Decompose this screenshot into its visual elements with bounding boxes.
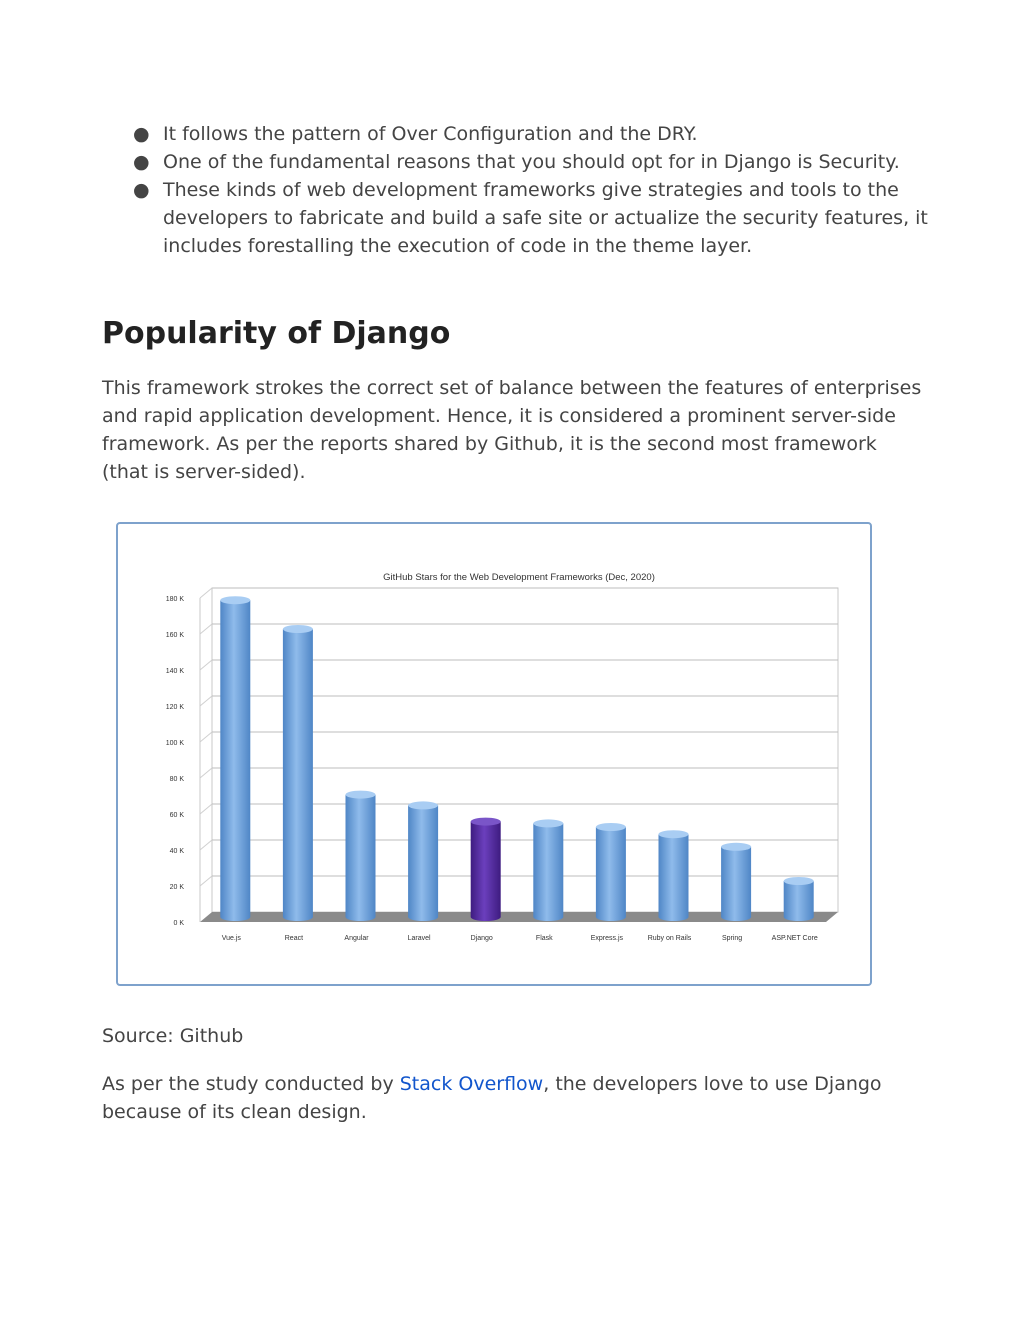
feature-bullet-list [133,120,933,260]
bar-laravel [408,805,438,921]
bar-top-cap [721,843,751,851]
bar-vue-js [220,600,250,921]
y-tick-label: 120 K [165,704,184,711]
y-tick-label: 80 K [169,776,184,783]
x-tick-label: Laravel [407,935,431,942]
github-stars-bar-chart [118,524,870,984]
gridline-side [200,876,212,886]
intro-paragraph: This framework strokes the correct set of balance between the features of enterprises and rapid application development. Hence, it is considered a prominent server-side framework. As per the reports shared by Github, it is the second most framework (that is server-sided). [102,377,922,483]
bar-top-cap [596,823,626,831]
chart-frame [116,522,872,986]
bullet-dot-icon: ● [133,151,150,173]
y-tick-label: 0 K [173,920,184,927]
bar-top-cap [659,830,689,838]
chart-title: GitHub Stars for the Web Development Frameworks (Dec, 2020) [383,572,655,583]
y-tick-label: 180 K [165,596,184,603]
x-tick-label: Express.js [590,935,624,942]
x-tick-label: Vue.js [221,935,241,942]
x-tick-label: Flask [535,935,553,942]
bar-react [283,629,313,921]
bar-top-cap [408,801,438,809]
bullet-text: It follows the pattern of Over Configuration and the DRY. [163,123,698,145]
gridline-side [200,588,212,598]
x-tick-label: React [284,935,304,942]
gridline-side [200,624,212,634]
outro-paragraph [102,1070,922,1126]
bar-top-cap [784,877,814,885]
y-tick-label: 100 K [165,740,184,747]
bullet-text: One of the fundamental reasons that you should opt for in Django is Security. [163,151,900,173]
chart-source-caption: Source: Github [102,1025,244,1047]
bar-express-js [596,827,626,921]
bar-angular [346,795,376,921]
bar-top-cap [283,625,313,633]
y-tick-label: 140 K [165,668,184,675]
x-tick-label: Angular [344,935,369,942]
bullet-text: These kinds of web development frameworks give strategies and tools to the developers to fabricate and build a safe site or actualize the security features, it includes forestalling the execution of code in the theme layer. [163,179,928,257]
bar-top-cap [533,819,563,827]
bar-asp-net-core [784,881,814,921]
bullet-item [133,120,933,148]
bullet-dot-icon: ● [133,179,150,201]
bullet-dot-icon: ● [133,123,150,145]
y-tick-label: 160 K [165,632,184,639]
bullet-item [133,148,933,176]
gridline-side [200,768,212,778]
gridline-side [200,804,212,814]
y-tick-label: 40 K [169,848,184,855]
gridline-side [200,696,212,706]
bar-top-cap [346,791,376,799]
x-tick-label: Ruby on Rails [647,935,692,942]
gridline-side [200,732,212,742]
bullet-item [133,176,933,260]
gridline-side [200,840,212,850]
x-tick-label: Django [470,935,493,942]
bar-top-cap [471,818,501,826]
outro-text-before: As per the study conducted by [102,1073,400,1095]
y-tick-label: 60 K [169,812,184,819]
x-tick-label: ASP.NET Core [771,935,818,942]
bar-top-cap [220,596,250,604]
y-tick-label: 20 K [169,884,184,891]
bar-flask [533,823,563,921]
gridline-side [200,660,212,670]
bar-django [471,822,501,921]
section-heading: Popularity of Django [102,316,451,351]
bar-spring [721,847,751,921]
outro-text-after: , the developers love to use Django because of its clean design. [102,1073,882,1123]
bar-ruby-on-rails [659,834,689,921]
x-tick-label: Spring [721,935,743,942]
stack-overflow-link[interactable]: Stack Overflow [399,1073,544,1095]
